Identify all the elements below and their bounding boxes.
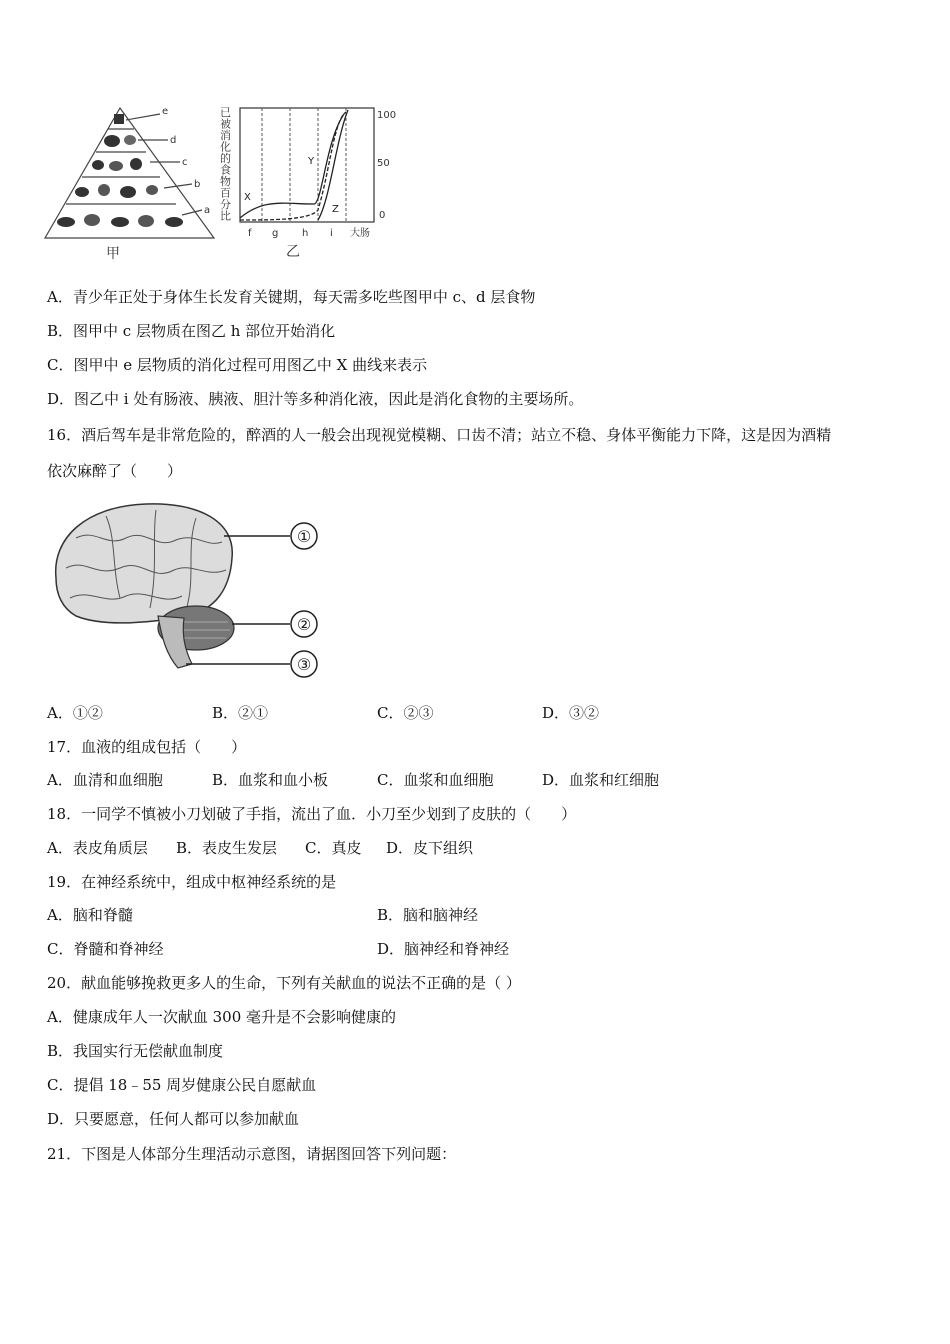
pyramid-label-c: c xyxy=(182,157,188,168)
brain-label-3: ③ xyxy=(296,655,312,674)
digest-caption: 乙 xyxy=(286,244,300,260)
q18-option-d: D．皮下组织 xyxy=(386,839,474,857)
q19-option-a: A．脑和脊髓 xyxy=(47,906,133,924)
svg-text:已被消化的食物百分比: 已被消化的食物百分比 xyxy=(220,106,231,223)
curve-label-x: X xyxy=(244,192,251,203)
pyramid-label-a: a xyxy=(204,205,211,216)
q19-stem: 19．在神经系统中，组成中枢神经系统的是 xyxy=(47,873,337,891)
digestion-curve-figure xyxy=(214,100,404,262)
q15-option-a: A．青少年正处于身体生长发育关键期，每天需多吃些图甲中 c、d 层食物 xyxy=(47,288,536,306)
q18-option-b: B．表皮生发层 xyxy=(176,839,278,857)
pyramid-label-d: d xyxy=(170,135,177,146)
pyramid-label-b: b xyxy=(194,179,201,190)
curve-label-y: Y xyxy=(308,156,315,167)
y-tick-100: 100 xyxy=(377,110,397,121)
q20-option-a: A．健康成年人一次献血 300 毫升是不会影响健康的 xyxy=(47,1008,397,1026)
q16-stem-line1: 16．酒后驾车是非常危险的，醉酒的人一般会出现视觉模糊、口齿不清；站立不稳、身体平衡能力下降，这是因为酒精 xyxy=(47,426,832,444)
x-tick-f: f xyxy=(248,228,252,239)
x-tick-large-intestine: 大肠 xyxy=(350,228,370,239)
brain-figure xyxy=(46,498,336,688)
pyramid-label-e: e xyxy=(162,106,169,117)
q18-stem: 18．一同学不慎被小刀划破了手指，流出了血．小刀至少划到了皮肤的（ ） xyxy=(47,805,577,823)
x-tick-h: h xyxy=(302,228,309,239)
q17-option-b: B．血浆和血小板 xyxy=(212,771,329,789)
curve-label-z: Z xyxy=(332,204,339,215)
q16-option-d: D．③② xyxy=(542,704,600,722)
q16-option-c: C．②③ xyxy=(377,704,434,722)
pyramid-caption: 甲 xyxy=(106,246,120,262)
q16-option-a: A．①② xyxy=(47,704,103,722)
x-tick-g: g xyxy=(272,228,279,239)
digest-y-label xyxy=(220,106,231,223)
q20-option-b: B．我国实行无偿献血制度 xyxy=(47,1042,224,1060)
q17-option-a: A．血清和血细胞 xyxy=(47,771,163,789)
q20-stem: 20．献血能够挽救更多人的生命，下列有关献血的说法不正确的是（ ） xyxy=(47,974,521,992)
y-tick-50: 50 xyxy=(377,158,390,169)
brain-label-2: ② xyxy=(296,615,312,634)
q16-stem-line2: 依次麻醉了（ ） xyxy=(47,462,183,480)
q19-option-c: C．脊髓和脊神经 xyxy=(47,940,164,958)
y-tick-0: 0 xyxy=(379,210,386,221)
q18-option-c: C．真皮 xyxy=(305,839,362,857)
food-pyramid-figure xyxy=(42,100,222,262)
q15-option-c: C．图甲中 e 层物质的消化过程可用图乙中 X 曲线来表示 xyxy=(47,356,428,374)
q18-option-a: A．表皮角质层 xyxy=(47,839,148,857)
q17-option-c: C．血浆和血细胞 xyxy=(377,771,494,789)
q19-option-b: B．脑和脑神经 xyxy=(377,906,479,924)
q17-option-d: D．血浆和红细胞 xyxy=(542,771,660,789)
x-tick-i: i xyxy=(330,228,333,239)
q21-stem: 21．下图是人体部分生理活动示意图，请据图回答下列问题： xyxy=(47,1145,457,1163)
q20-option-c: C．提倡 18﹣55 周岁健康公民自愿献血 xyxy=(47,1076,317,1094)
q17-stem: 17．血液的组成包括（ ） xyxy=(47,738,247,756)
curve-x xyxy=(240,114,344,218)
q19-option-d: D．脑神经和脊神经 xyxy=(377,940,510,958)
brain-label-1: ① xyxy=(296,527,312,546)
q20-option-d: D．只要愿意，任何人都可以参加献血 xyxy=(47,1110,300,1128)
q15-option-b: B．图甲中 c 层物质在图乙 h 部位开始消化 xyxy=(47,322,336,340)
q16-option-b: B．②① xyxy=(212,704,269,722)
q15-option-d: D．图乙中 i 处有肠液、胰液、胆汁等多种消化液，因此是消化食物的主要场所。 xyxy=(47,390,584,408)
